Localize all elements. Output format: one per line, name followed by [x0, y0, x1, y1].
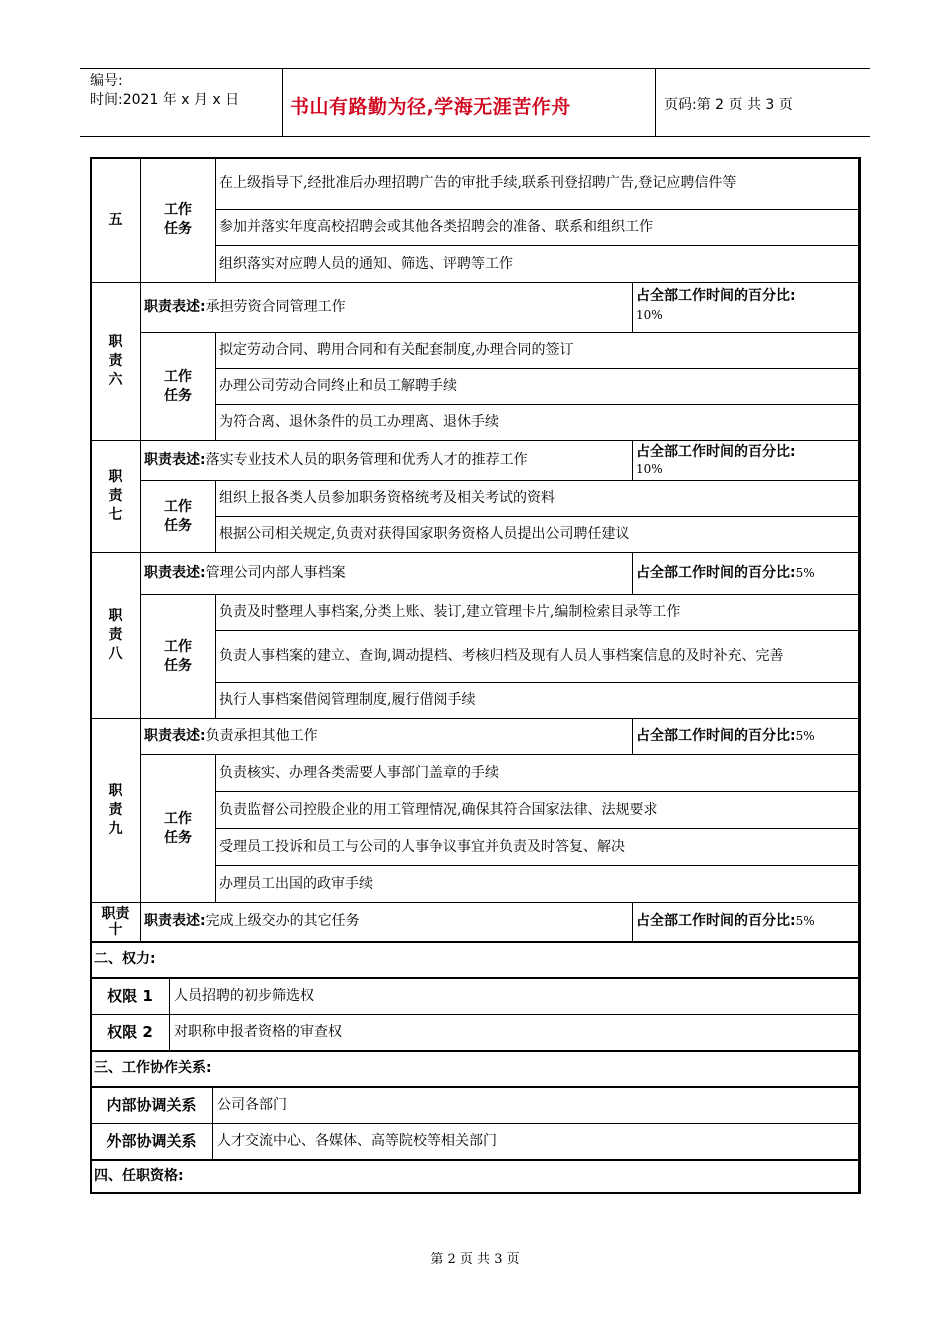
task-item: 负责监督公司控股企业的用工管理情况,确保其符合国家法律、法规要求: [216, 792, 861, 829]
pct-label: 占全部工作时间的百分比:: [636, 565, 796, 581]
task-item: 根据公司相关规定,负责对获得国家职务资格人员提出公司聘任建议: [216, 517, 861, 553]
task-item: 受理员工投诉和员工与公司的人事争议事宜并负责及时答复、解决: [216, 829, 861, 866]
section-title: 二、权力:: [91, 942, 861, 978]
desc-label: 职责表述:: [144, 565, 206, 581]
duty-index: 职 责 七: [91, 441, 141, 553]
pct-label: 占全部工作时间的百分比:: [636, 443, 796, 460]
desc-text: 完成上级交办的其它任务: [205, 913, 360, 930]
authority-value: 对职称申报者资格的审查权: [174, 1023, 342, 1040]
authority-row: [91, 1014, 861, 1051]
task-item: 办理公司劳动合同终止和员工解聘手续: [216, 369, 861, 405]
task-item: 负责人事档案的建立、查询,调动提档、考核归档及现有人员人事档案信息的及时补充、完善: [216, 631, 861, 683]
task-item: 拟定劳动合同、聘用合同和有关配套制度,办理合同的签订: [216, 333, 861, 369]
task-item: 为符合离、退休条件的员工办理离、退休手续: [216, 405, 861, 441]
table-row: [91, 942, 861, 978]
pct-label: 占全部工作时间的百分比:: [636, 913, 796, 930]
section-title: 四、任职资格:: [91, 1160, 861, 1194]
authority-value: 人员招聘的初步筛选权: [174, 987, 314, 1004]
desc-text: 管理公司内部人事档案: [205, 565, 346, 581]
pct-value: 5%: [795, 566, 815, 580]
relation-label: 外部协调关系: [91, 1124, 213, 1159]
motto: 书山有路勤为径,学海无涯苦作舟: [290, 96, 571, 118]
desc-text: 负责承担其他工作: [205, 728, 318, 744]
desc-label: 职责表述:: [144, 299, 206, 315]
section-title: 三、工作协作关系:: [91, 1051, 861, 1087]
duty-description: [141, 903, 633, 942]
task-item: 负责核实、办理各类需要人事部门盖章的手续: [216, 755, 861, 792]
pct-value: 5%: [795, 729, 815, 743]
duty-table: [90, 157, 861, 1194]
table-row: [91, 158, 861, 210]
pct-value: 10%: [636, 461, 663, 476]
task-label: 工作 任务: [141, 755, 216, 903]
duty-index: 五: [91, 158, 141, 283]
pct-label: 占全部工作时间的百分比:: [636, 288, 796, 304]
table-row: [91, 553, 861, 595]
pct-value: 10%: [636, 308, 663, 322]
duty-description: [141, 553, 633, 595]
table-row: [91, 1014, 861, 1051]
duty-index: 职责 十: [91, 903, 141, 942]
table-row: [91, 755, 861, 792]
page-code: 页码:第 2 页 共 3 页: [664, 97, 793, 113]
relation-row: [91, 1087, 861, 1124]
duty-index: 职 责 六: [91, 283, 141, 441]
relation-value: 公司各部门: [217, 1096, 287, 1113]
task-item: 组织上报各类人员参加职务资格统考及相关考试的资料: [216, 481, 861, 517]
table-row: [91, 1160, 861, 1194]
table-row: [91, 1051, 861, 1087]
header-meta: [90, 72, 239, 110]
task-item: 执行人事档案借阅管理制度,履行借阅手续: [216, 683, 861, 719]
table-row: [91, 1087, 861, 1124]
table-row: [91, 903, 861, 942]
time-label: 时间:2021 年 x 月 x 日: [90, 92, 240, 108]
relation-value: 人才交流中心、各媒体、高等院校等相关部门: [217, 1132, 497, 1149]
task-label: 工作 任务: [141, 333, 216, 441]
relation-label: 内部协调关系: [91, 1088, 213, 1123]
duty-description: [141, 441, 633, 481]
task-item: 办理员工出国的政审手续: [216, 866, 861, 903]
table-row: [91, 283, 861, 333]
pct-label: 占全部工作时间的百分比:: [636, 728, 796, 744]
task-label: 工作 任务: [141, 158, 216, 283]
task-item: 在上级指导下,经批准后办理招聘广告的审批手续,联系刊登招聘广告,登记应聘信件等: [216, 158, 861, 210]
time-percentage: [633, 719, 861, 755]
table-row: [91, 719, 861, 755]
table-row: [91, 333, 861, 369]
relation-row: [91, 1123, 861, 1160]
header-bottom-rule: [80, 136, 870, 137]
header-divider: [655, 68, 656, 136]
table-row: [91, 595, 861, 631]
table-row: [91, 481, 861, 517]
table-row: [91, 441, 861, 481]
pct-value: 5%: [795, 914, 815, 929]
time-percentage: [633, 553, 861, 595]
authority-label: 权限 2: [91, 1015, 170, 1050]
authority-label: 权限 1: [91, 979, 170, 1014]
duty-index: 职 责 九: [91, 719, 141, 903]
header-divider: [282, 68, 283, 136]
desc-text: 承担劳资合同管理工作: [205, 299, 346, 315]
table-row: [91, 1123, 861, 1160]
task-item: 参加并落实年度高校招聘会或其他各类招聘会的准备、联系和组织工作: [216, 210, 861, 246]
desc-text: 落实专业技术人员的职务管理和优秀人才的推荐工作: [205, 452, 528, 468]
table-row: [91, 978, 861, 1015]
task-item: 负责及时整理人事档案,分类上账、装订,建立管理卡片,编制检索目录等工作: [216, 595, 861, 631]
desc-label: 职责表述:: [144, 913, 206, 930]
time-percentage: [633, 283, 861, 333]
authority-row: [91, 978, 861, 1015]
duty-index: 职 责 八: [91, 553, 141, 719]
duty-description: [141, 283, 633, 333]
number-label: 编号:: [90, 73, 123, 89]
task-item: 组织落实对应聘人员的通知、筛选、评聘等工作: [216, 246, 861, 283]
desc-label: 职责表述:: [144, 452, 206, 468]
desc-label: 职责表述:: [144, 728, 206, 744]
task-label: 工作 任务: [141, 481, 216, 553]
task-label: 工作 任务: [141, 595, 216, 719]
time-percentage: [633, 903, 861, 942]
page-footer: 第 2 页 共 3 页: [430, 1252, 520, 1267]
duty-description: [141, 719, 633, 755]
header-top-rule: [80, 68, 870, 69]
time-percentage: [633, 441, 861, 481]
